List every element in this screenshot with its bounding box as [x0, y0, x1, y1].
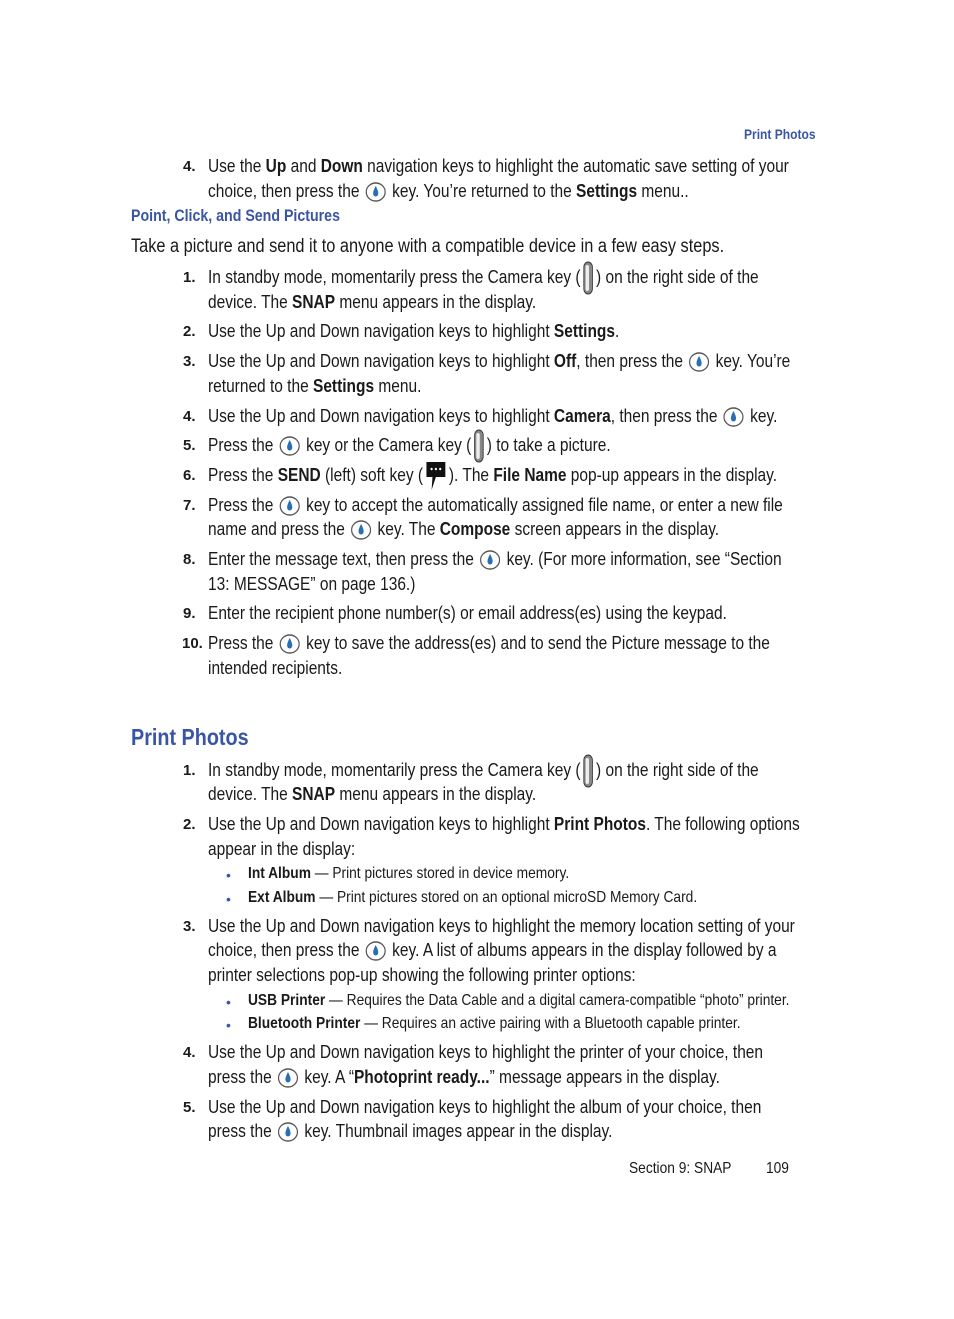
- step-number: 4.: [183, 1044, 196, 1061]
- step-text: Press the key to accept the automatically assigned file name, or enter a new file: [208, 495, 783, 515]
- step-text: Use the Up and Down navigation keys to highlight Off, then press the key. You’re: [208, 351, 791, 371]
- step-text: Use the Up and Down navigation keys to highlight the album of your choice, then: [208, 1097, 762, 1117]
- nav-ok-key-icon: [723, 407, 744, 427]
- step-text: Use the Up and Down navigation keys to highlight the memory location setting of your: [208, 916, 795, 936]
- nav-ok-key-icon: [365, 182, 386, 202]
- step-text: Press the key to save the address(es) and to send the Picture message to the: [208, 633, 770, 653]
- section-subheading: Point, Click, and Send Pictures: [131, 207, 340, 225]
- nav-ok-key-icon: [279, 436, 300, 456]
- step-text: Use the Up and Down navigation keys to highlight Print Photos. The following options: [208, 814, 800, 834]
- section-intro: Take a picture and send it to anyone with a compatible device in a few easy steps.: [131, 236, 725, 257]
- nav-ok-key-icon: [365, 941, 386, 961]
- step-number: 4.: [183, 158, 196, 175]
- camera-key-icon: [581, 754, 595, 788]
- step-number: 6.: [183, 467, 196, 484]
- step-text: Use the Up and Down navigation keys to highlight Camera, then press the key.: [208, 406, 778, 426]
- nav-ok-key-icon: [351, 520, 372, 540]
- step-number: 2.: [183, 323, 196, 340]
- bullet-item: Bluetooth Printer — Requires an active pairing with a Bluetooth capable printer.: [248, 1015, 741, 1032]
- nav-ok-key-icon: [279, 634, 300, 654]
- bullet-icon: •: [226, 1017, 231, 1033]
- step-text: 13: MESSAGE” on page 136.): [208, 574, 416, 594]
- step-text: choice, then press the key. You’re returned to the Settings menu..: [208, 181, 689, 201]
- bullet-icon: •: [226, 994, 231, 1010]
- bullet-item: Ext Album — Print pictures stored on an optional microSD Memory Card.: [248, 889, 698, 906]
- step-text: appear in the display:: [208, 839, 356, 859]
- bullet-item: Int Album — Print pictures stored in device memory.: [248, 865, 570, 882]
- running-header: Print Photos: [744, 126, 816, 142]
- step-text: device. The SNAP menu appears in the display.: [208, 292, 537, 312]
- step-text: Use the Up and Down navigation keys to highlight Settings.: [208, 321, 620, 341]
- page-number: 109: [766, 1160, 789, 1177]
- step-text: press the key. Thumbnail images appear in the display.: [208, 1121, 613, 1141]
- step-text: In standby mode, momentarily press the Camera key ( ) on the right side of the: [208, 265, 759, 290]
- nav-ok-key-icon: [689, 352, 710, 372]
- step-text: printer selections pop-up showing the following printer options:: [208, 965, 636, 985]
- camera-key-icon: [472, 429, 486, 463]
- step-number: 10.: [182, 635, 203, 652]
- nav-ok-key-icon: [278, 1068, 299, 1088]
- camera-key-icon: [581, 261, 595, 295]
- step-text: Enter the message text, then press the key. (For more information, see “Section: [208, 549, 782, 569]
- step-text: Press the SEND (left) soft key ( ). The File Name pop-up appears in the display.: [208, 463, 777, 488]
- footer-section: Section 9: SNAP: [629, 1160, 732, 1177]
- step-text: returned to the Settings menu.: [208, 376, 422, 396]
- step-number: 5.: [183, 1099, 196, 1116]
- section-heading: Print Photos: [131, 724, 249, 750]
- step-number: 1.: [183, 762, 196, 779]
- step-text: Use the Up and Down navigation keys to highlight the printer of your choice, then: [208, 1042, 764, 1062]
- step-number: 3.: [183, 353, 196, 370]
- step-text: choice, then press the key. A list of albums appears in the display followed by a: [208, 940, 777, 960]
- nav-ok-key-icon: [279, 496, 300, 516]
- step-number: 2.: [183, 816, 196, 833]
- bullet-item: USB Printer — Requires the Data Cable and a digital camera-compatible “photo” printer.: [248, 992, 790, 1009]
- bullet-icon: •: [226, 891, 231, 907]
- step-number: 9.: [183, 605, 196, 622]
- step-number: 5.: [183, 437, 196, 454]
- step-number: 3.: [183, 918, 196, 935]
- step-text: device. The SNAP menu appears in the display.: [208, 784, 537, 804]
- step-text: name and press the key. The Compose screen appears in the display.: [208, 519, 720, 539]
- nav-ok-key-icon: [480, 550, 501, 570]
- step-text: press the key. A “Photoprint ready...” message appears in the display.: [208, 1067, 720, 1087]
- step-number: 8.: [183, 551, 196, 568]
- step-text: intended recipients.: [208, 658, 343, 678]
- step-text: In standby mode, momentarily press the Camera key ( ) on the right side of the: [208, 758, 759, 783]
- step-number: 4.: [183, 408, 196, 425]
- nav-ok-key-icon: [278, 1122, 299, 1142]
- step-number: 1.: [183, 269, 196, 286]
- step-text: Press the key or the Camera key ( ) to take a picture.: [208, 433, 611, 458]
- step-number: 7.: [183, 497, 196, 514]
- step-text: Enter the recipient phone number(s) or email address(es) using the keypad.: [208, 603, 727, 623]
- bullet-icon: •: [226, 867, 231, 883]
- send-soft-key-icon: [424, 459, 448, 493]
- step-text: Use the Up and Down navigation keys to highlight the automatic save setting of your: [208, 156, 789, 176]
